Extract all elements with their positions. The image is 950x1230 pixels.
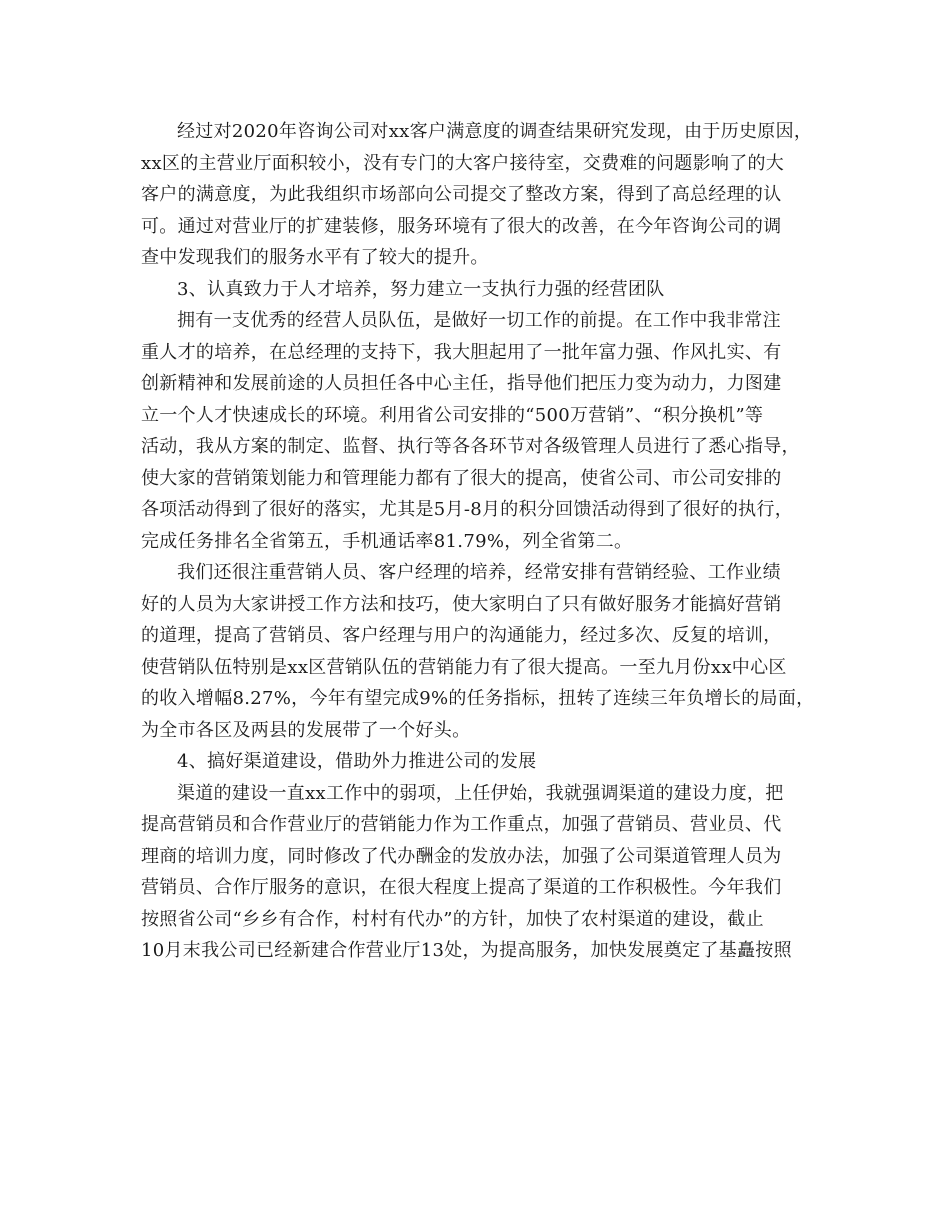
paragraph-line: 客户的满意度，为此我组织市场部向公司提交了整改方案，得到了高总经理的认 [141,184,782,205]
paragraph-line: 的收入增幅8.27%，今年有望完成9%的任务指标，扭转了连续三年负增长的局面， [141,688,815,709]
paragraph-first-line: 3、认真致力于人才培养，努力建立一支执行力强的经营团队 [177,278,665,300]
paragraph-line: 查中发现我们的服务水平有了较大的提升。 [141,247,489,268]
paragraph-line: 10月末我公司已经新建合作营业厅13处，为提高服务，加快发展奠定了基矗按照 [141,940,792,961]
paragraph-line: 的道理，提高了营销员、客户经理与用户的沟通能力，经过多次、反复的培训， [141,625,782,646]
paragraph-line: 提高营销员和合作营业厅的营销能力作为工作重点，加强了营销员、营业员、代 [141,814,782,835]
paragraph-line: 营销员、合作厅服务的意识，在很大程度上提高了渠道的工作积极性。今年我们 [141,877,782,898]
paragraph-first-line: 拥有一支优秀的经营人员队伍，是做好一切工作的前提。在工作中我非常注 [177,310,781,331]
paragraph-line: 可。通过对营业厅的扩建装修，服务环境有了很大的改善，在今年咨询公司的调 [141,215,782,237]
paragraph-line: 为全市各区及两县的发展带了一个好头。 [141,719,471,741]
paragraph-line: 活动，我从方案的制定、监督、执行等各各环节对各级管理人员进行了悉心指导， [141,436,800,457]
paragraph-first-line: 4、搞好渠道建设，借助外力推进公司的发展 [177,751,537,772]
paragraph-line: 好的人员为大家讲授工作方法和技巧，使大家明白了只有做好服务才能搞好营销 [141,593,782,615]
paragraph-line: 重人才的培养，在总经理的支持下，我大胆起用了一批年富力强、作风扎实、有 [141,341,782,363]
paragraph-line: 立一个人才快速成长的环境。利用省公司安排的“500万营销”、“积分换机”等 [141,404,764,426]
paragraph-line: 各项活动得到了很好的落实，尤其是5月-8月的积分回馈活动得到了很好的执行， [141,499,794,520]
document-body [141,116,816,967]
paragraph-first-line: 我们还很注重营销人员、客户经理的培养，经常安排有营销经验、工作业绩 [177,562,781,583]
paragraph-line: xx区的主营业厅面积较小，没有专门的大客户接待室，交费难的问题影响了的大 [141,152,785,174]
paragraph-first-line: 渠道的建设一直xx工作中的弱项，上任伊始，我就强调渠道的建设力度，把 [177,782,784,804]
paragraph-line: 使营销队伍特别是xx区营销队伍的营销能力有了很大提高。一至九月份xx中心区 [141,656,787,678]
paragraph-line: 按照省公司“乡乡有合作，村村有代办”的方针，加快了农村渠道的建设，截止 [141,908,764,930]
paragraph-line: 完成任务排名全省第五，手机通话率81.79%，列全省第二。 [141,530,633,552]
paragraph-first-line: 经过对2020年咨询公司对xx客户满意度的调查结果研究发现，由于历史原因， [177,121,813,142]
paragraph-line: 理商的培训力度，同时修改了代办酬金的发放办法，加强了公司渠道管理人员为 [141,845,782,867]
paragraph-line: 创新精神和发展前途的人员担任各中心主任，指导他们把压力变为动力，力图建 [141,373,782,394]
paragraph-line: 使大家的营销策划能力和管理能力都有了很大的提高，使省公司、市公司安排的 [141,467,782,489]
